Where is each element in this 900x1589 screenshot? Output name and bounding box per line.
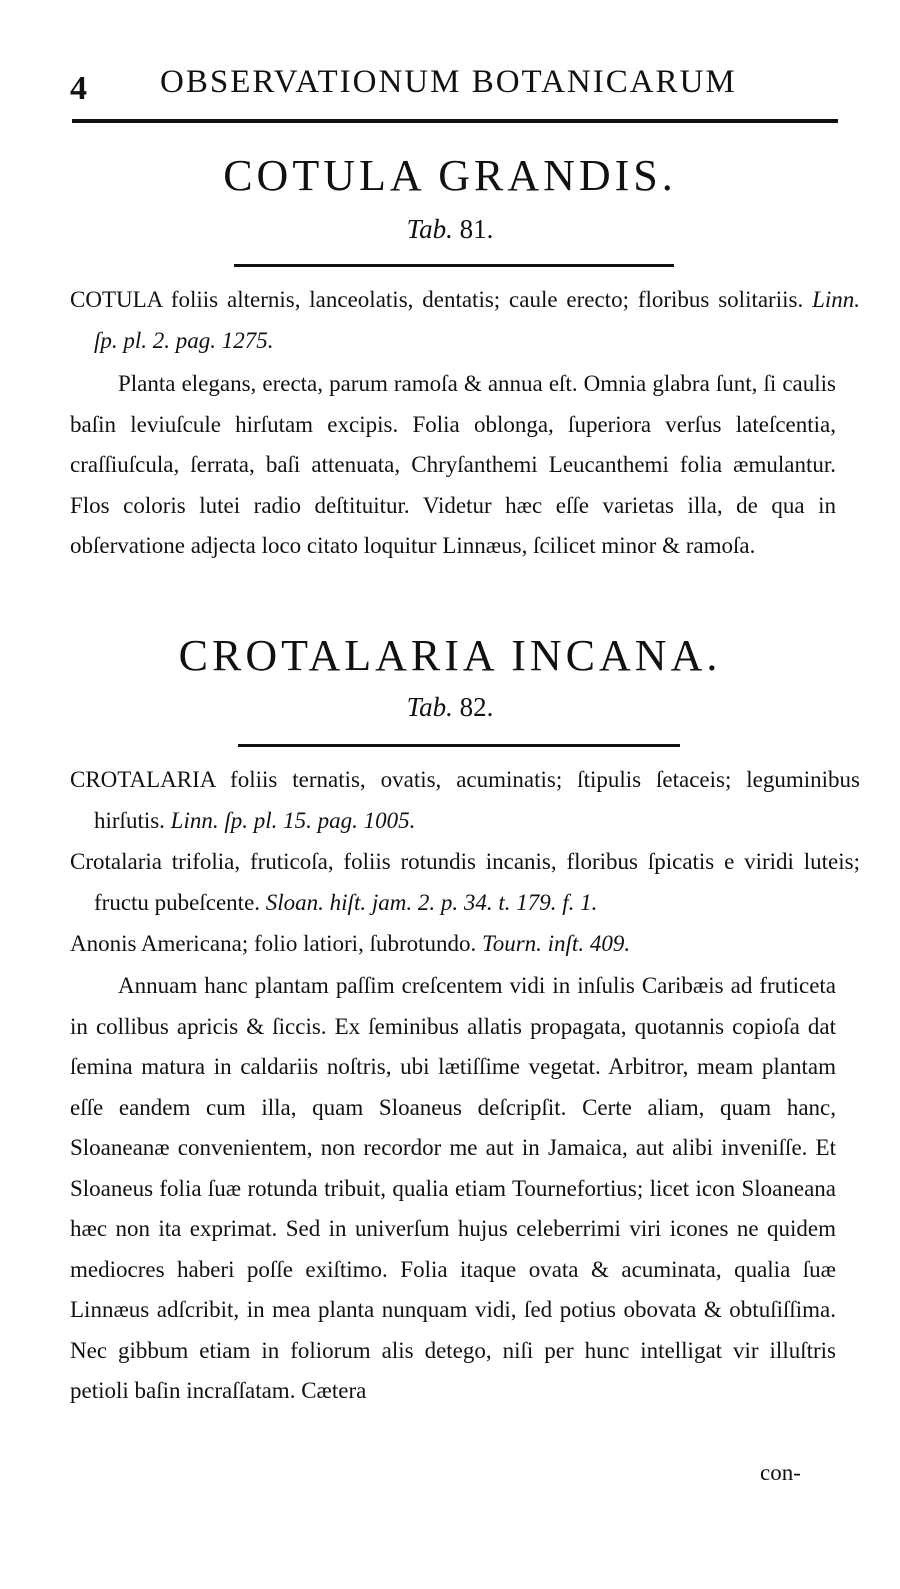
tab-reference-81	[0, 214, 900, 245]
synonym-text: Anonis Americana; folio latiori, ſubrotundo.	[70, 931, 483, 956]
synonym-linnaeus	[70, 760, 860, 841]
synonym-reference: Tourn. inſt. 409.	[482, 931, 631, 956]
running-title: OBSERVATIONUM BOTANICARUM	[160, 64, 737, 100]
synonym-text: Crotalaria trifolia, fruticoſa, foliis rotundis incanis, floribus ſpicatis e viridi luteis; fructu pubeſcente.	[70, 849, 860, 915]
synonym-reference: Sloan. hiſt. jam. 2. p. 34. t. 179. f. 1.	[265, 889, 598, 915]
section-title-crotalaria: CROTALARIA INCANA.	[178, 631, 722, 680]
tab-reference-82	[0, 692, 900, 723]
catchword: con-	[760, 1460, 801, 1485]
tab-number: 81.	[459, 214, 494, 244]
tab-prefix: Tab.	[406, 214, 453, 244]
synonym-reference: Linn. ſp. pl. 15. pag. 1005.	[170, 807, 416, 833]
diagnosis-reference: Linn. ſp. pl. 2. pag. 1275.	[94, 287, 860, 353]
diagnosis-text: COTULA foliis alternis, lanceolatis, dentatis; caule erecto; floribus solitariis.	[70, 287, 813, 312]
page-header	[68, 58, 848, 107]
header-rule	[72, 119, 838, 123]
diagnosis-paragraph	[70, 280, 860, 361]
tab-number: 82.	[459, 692, 494, 722]
section-rule	[234, 264, 674, 267]
tab-prefix: Tab.	[406, 692, 453, 722]
section-rule	[238, 744, 680, 747]
synonym-text: CROTALARIA foliis ternatis, ovatis, acuminatis; ſtipulis ſetaceis; leguminibus hirſutis.	[70, 767, 860, 833]
description-paragraph: Planta elegans, erecta, parum ramoſa & annua eſt. Omnia glabra ſunt, ſi caulis baſin leviuſcule hirſutam excipis. Folia oblonga, ſuperiora verſus lateſcentia, craſſiuſcula, ſerrata, baſi attenuata, Chryſanthemi Leucanthemi folia æmulantur. Flos coloris lutei radio deſtituitur. Videtur hæc eſſe varietas illa, de qua in obſervatione adjecta loco citato loquitur Linnæus, ſcilicet minor & ramoſa.	[70, 371, 836, 558]
page-number: 4	[70, 70, 87, 107]
section-title-cotula: COTULA GRANDIS.	[223, 151, 677, 200]
synonym-tournefort	[70, 924, 860, 965]
description-paragraph: Annuam hanc plantam paſſim creſcentem vidi in inſulis Caribæis ad fruticeta in collibus apricis & ſiccis. Ex ſeminibus allatis propagata, quotannis copioſa dat ſemina matura in caldariis noſtris, ubi lætiſſime vegetat. Arbitror, meam plantam eſſe eandem cum illa, quam Sloaneus deſcripſit. Certe aliam, quam hanc, Sloaneanæ convenientem, non recordor me aut in Jamaica, aut alibi inveniſſe. Et Sloaneus folia ſuæ rotunda tribuit, qualia etiam Tournefortius; licet icon Sloaneana hæc non ita exprimat. Sed in univerſum hujus celeberrimi viri icones ne quidem mediocres haberi poſſe exiſtimo. Folia itaque ovata & acuminata, qualia ſuæ Linnæus adſcribit, in mea planta nunquam vidi, ſed potius obovata & obtuſiſſima. Nec gibbum etiam in foliorum alis detego, niſi per hunc intelligat vir illuſtris petioli baſin incraſſatam. Cætera	[70, 973, 836, 1403]
synonym-sloane	[70, 842, 860, 923]
